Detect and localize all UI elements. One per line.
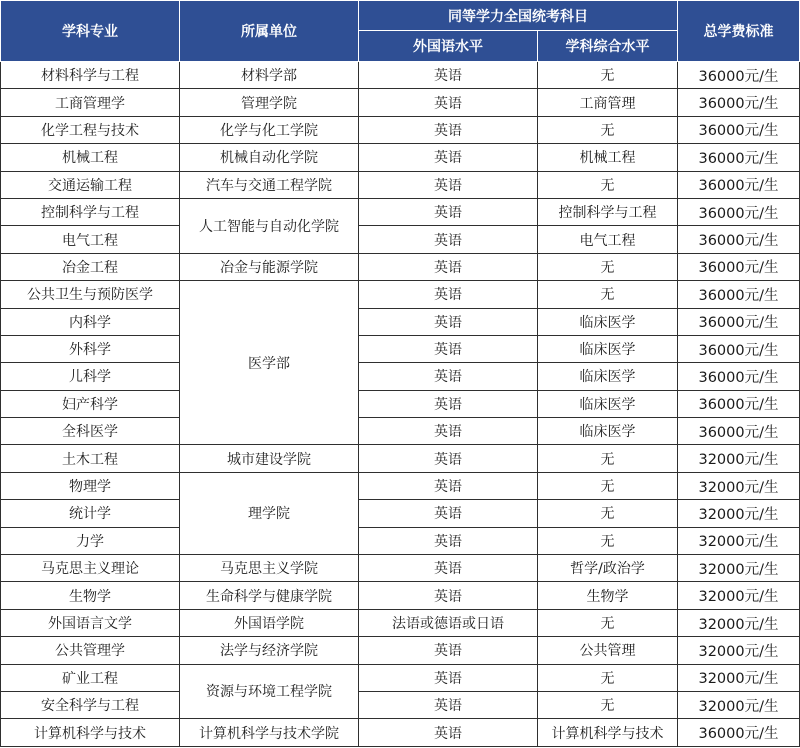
cell-foreign-language: 英语 xyxy=(359,363,538,390)
cell-comprehensive: 临床医学 xyxy=(538,335,678,362)
table-row xyxy=(1,308,800,335)
table-row xyxy=(1,582,800,609)
table-row xyxy=(1,335,800,362)
cell-major: 外科学 xyxy=(1,335,180,362)
cell-foreign-language: 英语 xyxy=(359,226,538,253)
cell-major: 妇产科学 xyxy=(1,390,180,417)
cell-major: 计算机科学与技术 xyxy=(1,719,180,746)
cell-fee: 36000元/生 xyxy=(678,363,800,390)
cell-major: 化学工程与技术 xyxy=(1,116,180,143)
cell-comprehensive: 无 xyxy=(538,445,678,472)
cell-unit: 冶金与能源学院 xyxy=(180,253,359,280)
table-row xyxy=(1,89,800,116)
cell-foreign-language: 英语 xyxy=(359,144,538,171)
cell-unit: 资源与环境工程学院 xyxy=(180,664,359,719)
cell-major: 矿业工程 xyxy=(1,664,180,691)
cell-fee: 32000元/生 xyxy=(678,472,800,499)
header-exam-group: 同等学力全国统考科目 xyxy=(359,1,678,31)
cell-major: 马克思主义理论 xyxy=(1,555,180,582)
cell-fee: 36000元/生 xyxy=(678,171,800,198)
table-row xyxy=(1,226,800,253)
header-unit: 所属单位 xyxy=(180,1,359,62)
table-row xyxy=(1,527,800,554)
cell-fee: 32000元/生 xyxy=(678,664,800,691)
table-row xyxy=(1,719,800,746)
cell-comprehensive: 无 xyxy=(538,472,678,499)
cell-foreign-language: 英语 xyxy=(359,582,538,609)
cell-foreign-language: 英语 xyxy=(359,555,538,582)
cell-fee: 36000元/生 xyxy=(678,198,800,225)
cell-unit: 管理学院 xyxy=(180,89,359,116)
cell-fee: 36000元/生 xyxy=(678,719,800,746)
cell-foreign-language: 英语 xyxy=(359,418,538,445)
table-row xyxy=(1,637,800,664)
table-row xyxy=(1,144,800,171)
cell-fee: 36000元/生 xyxy=(678,335,800,362)
table-row xyxy=(1,418,800,445)
cell-comprehensive: 无 xyxy=(538,171,678,198)
cell-comprehensive: 控制科学与工程 xyxy=(538,198,678,225)
cell-unit: 人工智能与自动化学院 xyxy=(180,198,359,253)
cell-major: 生物学 xyxy=(1,582,180,609)
cell-foreign-language: 英语 xyxy=(359,390,538,417)
table-row xyxy=(1,500,800,527)
cell-major: 内科学 xyxy=(1,308,180,335)
cell-major: 儿科学 xyxy=(1,363,180,390)
cell-foreign-language: 英语 xyxy=(359,62,538,89)
cell-major: 统计学 xyxy=(1,500,180,527)
cell-foreign-language: 英语 xyxy=(359,527,538,554)
cell-major: 公共管理学 xyxy=(1,637,180,664)
cell-comprehensive: 无 xyxy=(538,691,678,718)
cell-fee: 36000元/生 xyxy=(678,281,800,308)
cell-major: 工商管理学 xyxy=(1,89,180,116)
cell-foreign-language: 英语 xyxy=(359,719,538,746)
cell-unit: 汽车与交通工程学院 xyxy=(180,171,359,198)
cell-foreign-language: 英语 xyxy=(359,308,538,335)
cell-foreign-language: 英语 xyxy=(359,198,538,225)
cell-comprehensive: 公共管理 xyxy=(538,637,678,664)
table-row xyxy=(1,472,800,499)
cell-foreign-language: 英语 xyxy=(359,335,538,362)
cell-major: 冶金工程 xyxy=(1,253,180,280)
cell-fee: 36000元/生 xyxy=(678,62,800,89)
cell-comprehensive: 无 xyxy=(538,253,678,280)
cell-comprehensive: 无 xyxy=(538,609,678,636)
cell-foreign-language: 英语 xyxy=(359,171,538,198)
cell-foreign-language: 英语 xyxy=(359,691,538,718)
cell-fee: 32000元/生 xyxy=(678,500,800,527)
cell-comprehensive: 机械工程 xyxy=(538,144,678,171)
cell-comprehensive: 临床医学 xyxy=(538,308,678,335)
cell-major: 电气工程 xyxy=(1,226,180,253)
table-body xyxy=(1,62,800,747)
cell-major: 安全科学与工程 xyxy=(1,691,180,718)
table-row xyxy=(1,198,800,225)
cell-major: 交通运输工程 xyxy=(1,171,180,198)
table-row xyxy=(1,609,800,636)
cell-comprehensive: 无 xyxy=(538,500,678,527)
table-row xyxy=(1,555,800,582)
cell-fee: 36000元/生 xyxy=(678,144,800,171)
cell-unit: 法学与经济学院 xyxy=(180,637,359,664)
table-row xyxy=(1,253,800,280)
cell-major: 材料科学与工程 xyxy=(1,62,180,89)
cell-fee: 32000元/生 xyxy=(678,582,800,609)
table-row xyxy=(1,116,800,143)
cell-comprehensive: 电气工程 xyxy=(538,226,678,253)
cell-foreign-language: 英语 xyxy=(359,281,538,308)
cell-fee: 32000元/生 xyxy=(678,637,800,664)
cell-unit: 城市建设学院 xyxy=(180,445,359,472)
cell-major: 外国语言文学 xyxy=(1,609,180,636)
table-row xyxy=(1,664,800,691)
cell-comprehensive: 临床医学 xyxy=(538,390,678,417)
cell-comprehensive: 无 xyxy=(538,527,678,554)
cell-unit: 材料学部 xyxy=(180,62,359,89)
cell-foreign-language: 英语 xyxy=(359,253,538,280)
cell-foreign-language: 英语 xyxy=(359,445,538,472)
cell-foreign-language: 英语 xyxy=(359,472,538,499)
cell-unit: 外国语学院 xyxy=(180,609,359,636)
cell-major: 土木工程 xyxy=(1,445,180,472)
cell-fee: 32000元/生 xyxy=(678,527,800,554)
cell-fee: 36000元/生 xyxy=(678,226,800,253)
cell-unit: 化学与化工学院 xyxy=(180,116,359,143)
cell-fee: 36000元/生 xyxy=(678,253,800,280)
table-row xyxy=(1,171,800,198)
cell-fee: 32000元/生 xyxy=(678,445,800,472)
header-major: 学科专业 xyxy=(1,1,180,62)
cell-foreign-language: 英语 xyxy=(359,89,538,116)
cell-foreign-language: 法语或德语或日语 xyxy=(359,609,538,636)
cell-unit: 医学部 xyxy=(180,281,359,445)
cell-unit: 马克思主义学院 xyxy=(180,555,359,582)
cell-unit: 生命科学与健康学院 xyxy=(180,582,359,609)
cell-comprehensive: 工商管理 xyxy=(538,89,678,116)
cell-comprehensive: 无 xyxy=(538,281,678,308)
cell-comprehensive: 生物学 xyxy=(538,582,678,609)
cell-unit: 机械自动化学院 xyxy=(180,144,359,171)
cell-comprehensive: 哲学/政治学 xyxy=(538,555,678,582)
cell-foreign-language: 英语 xyxy=(359,116,538,143)
table-row xyxy=(1,390,800,417)
cell-major: 控制科学与工程 xyxy=(1,198,180,225)
cell-fee: 36000元/生 xyxy=(678,89,800,116)
table-row xyxy=(1,445,800,472)
header-comprehensive: 学科综合水平 xyxy=(538,31,678,62)
cell-fee: 32000元/生 xyxy=(678,691,800,718)
cell-foreign-language: 英语 xyxy=(359,500,538,527)
table-row xyxy=(1,281,800,308)
cell-foreign-language: 英语 xyxy=(359,664,538,691)
table-row xyxy=(1,62,800,89)
cell-comprehensive: 临床医学 xyxy=(538,363,678,390)
cell-unit: 理学院 xyxy=(180,472,359,554)
cell-fee: 32000元/生 xyxy=(678,609,800,636)
cell-comprehensive: 无 xyxy=(538,116,678,143)
cell-fee: 36000元/生 xyxy=(678,308,800,335)
cell-foreign-language: 英语 xyxy=(359,637,538,664)
cell-comprehensive: 计算机科学与技术 xyxy=(538,719,678,746)
cell-fee: 32000元/生 xyxy=(678,555,800,582)
cell-major: 机械工程 xyxy=(1,144,180,171)
cell-fee: 36000元/生 xyxy=(678,390,800,417)
table-row xyxy=(1,363,800,390)
cell-major: 公共卫生与预防医学 xyxy=(1,281,180,308)
cell-fee: 36000元/生 xyxy=(678,418,800,445)
cell-major: 全科医学 xyxy=(1,418,180,445)
cell-comprehensive: 无 xyxy=(538,62,678,89)
header-foreign-language: 外国语水平 xyxy=(359,31,538,62)
cell-comprehensive: 临床医学 xyxy=(538,418,678,445)
cell-fee: 36000元/生 xyxy=(678,116,800,143)
cell-comprehensive: 无 xyxy=(538,664,678,691)
cell-major: 力学 xyxy=(1,527,180,554)
table-row xyxy=(1,691,800,718)
cell-unit: 计算机科学与技术学院 xyxy=(180,719,359,746)
header-fee: 总学费标准 xyxy=(678,1,800,62)
cell-major: 物理学 xyxy=(1,472,180,499)
